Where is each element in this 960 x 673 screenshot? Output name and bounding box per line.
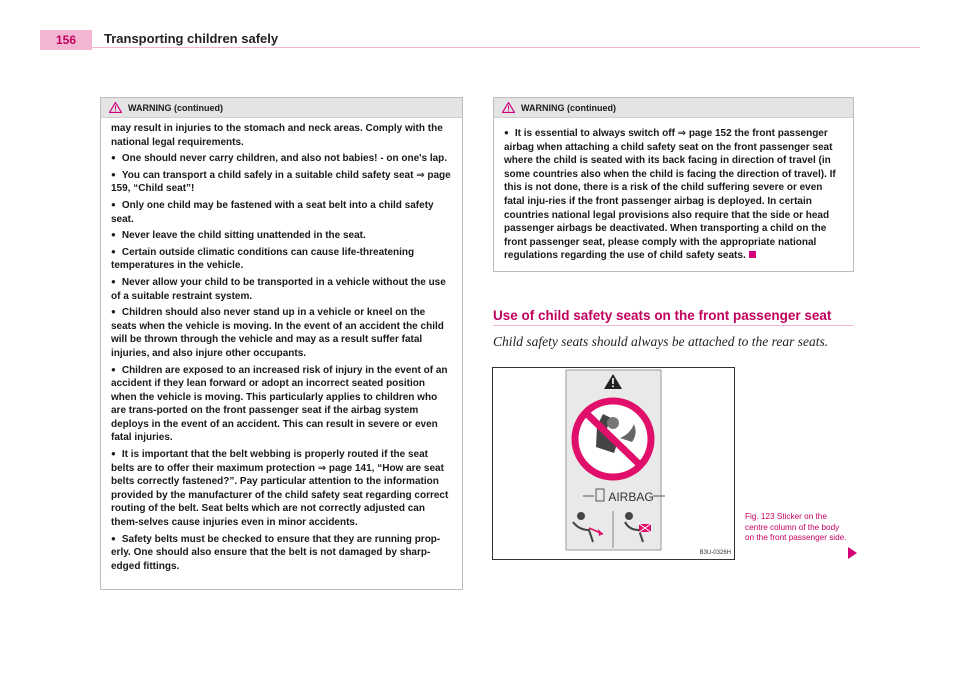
right-warning-heading: WARNING (continued) (521, 102, 616, 113)
figure-code: B3U-0326H (699, 550, 731, 556)
warning-paragraph: may result in injuries to the stomach and neck areas. Comply with the national legal requirements. (111, 123, 443, 148)
section-subheading: Child safety seats should always be attached to the rear seats. (493, 334, 829, 349)
left-warning-box (100, 97, 463, 590)
warning-paragraph: ● Never leave the child sitting unattended in the seat. (111, 229, 452, 243)
warning-paragraph: ● Never allow your child to be transported in a vehicle without the use of a suitable restraint system. (111, 276, 452, 303)
warning-paragraph: ● Children are exposed to an increased risk of injury in the event of an accident if they lean forward or adopt an incorrect seated position when the vehicle is moving. This particularly applies to children who are trans-ported on the front passenger seat if the airbag system deploys in the event of an accident. This can result in severe or even fatal injuries. (111, 364, 452, 446)
warning-paragraph: ● Only one child may be fastened with a seat belt into a child safety seat. (111, 199, 452, 226)
warning-triangle-icon (502, 102, 515, 113)
warning-paragraph: ● It is important that the belt webbing is properly routed if the seat belts are to offer their maximum protection ⇒ page 141, “How are seat belts correctly fastened?”. Pay particular attention to the information provided by the manufacturer of the child safety seat regarding correct routing of the belt. Seat belts which are not correctly adjusted can them-selves cause injuries even in minor accidents. (111, 448, 452, 530)
warning-paragraph: ● You can transport a child safely in a suitable child safety seat ⇒ page 159, “Child seat”! (111, 169, 452, 196)
end-of-section-mark (749, 251, 756, 258)
page-title: Transporting children safely (104, 31, 279, 46)
right-warning-text: It is essential to always switch off ⇒ page 152 the front passenger airbag when attaching a child safety seat on the front passenger seat where the child is seated with its back facing in direction of travel (in some countries also when the child is facing the direction of travel). If this is not done, there is a risk of the child suffering severe or even fatal inju-ries if the front passenger airbag is deployed. In certain countries national legal provisions also require that the side or head passenger airbags be deactivated. When transporting a child on the front passenger seat, please comply with the appropriate national regulations regarding the use of child safety seats. (504, 128, 836, 262)
page-number: 156 (40, 30, 92, 50)
airbag-sticker-illustration (493, 368, 734, 559)
sticker-airbag-text: AIRBAG (608, 490, 654, 504)
next-page-arrow-icon[interactable] (848, 547, 857, 559)
left-warning-body (101, 118, 462, 573)
header-rule (40, 47, 920, 48)
right-warning-header (494, 98, 853, 118)
warning-triangle-icon (109, 102, 122, 113)
left-warning-heading: WARNING (continued) (128, 102, 223, 113)
figure-sticker (492, 367, 735, 560)
right-warning-body (494, 118, 853, 263)
warning-paragraph: ● One should never carry children, and also not babies! - on one's lap. (111, 152, 452, 166)
figure-caption: Fig. 123 Sticker on the centre column of the body on the front passenger side. (745, 512, 847, 542)
warning-paragraph: ● Safety belts must be checked to ensure that they are running prop-erly. One should also ensure that the belt is not damaged by sharp-edged fittings. (111, 533, 452, 574)
section-heading: Use of child safety seats on the front passenger seat (493, 308, 832, 323)
warning-paragraph: ● Children should also never stand up in a vehicle or kneel on the seats when the vehicle is moving. In the event of an accident the child will be thrown through the vehicle and may as a result suffer fatal injuries, and also injure other occupants. (111, 306, 452, 360)
section-rule (493, 325, 853, 326)
right-warning-box (493, 97, 854, 272)
no-child-seat-icon (575, 401, 651, 477)
warning-paragraph: ● Certain outside climatic conditions can cause life-threatening temperatures in the vehicle. (111, 246, 452, 273)
left-warning-header (101, 98, 462, 118)
